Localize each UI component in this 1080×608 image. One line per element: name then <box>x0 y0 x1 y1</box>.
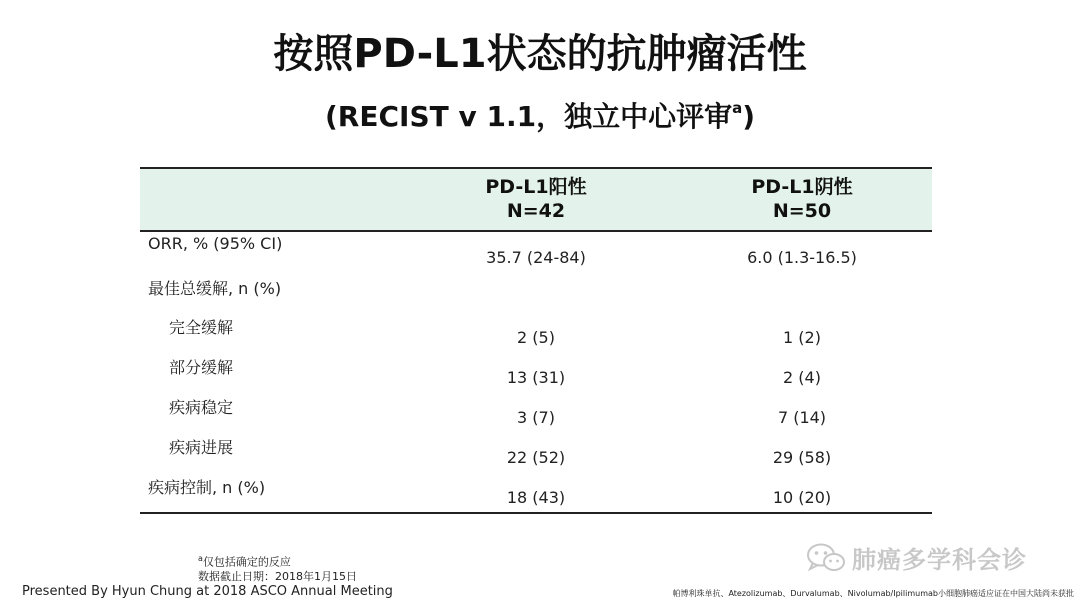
row-orr-positive: 35.7 (24-84) <box>486 248 586 267</box>
row-label-dcr: 疾病控制, n (%) <box>148 478 266 497</box>
row-label-cr: 完全缓解 <box>169 318 234 337</box>
slide-title: 按照PD-L1状态的抗肿瘤活性 <box>273 31 807 77</box>
row-pd-positive: 22 (52) <box>506 448 566 467</box>
row-cr-negative: 1 (2) <box>783 328 821 347</box>
footnote <box>198 552 357 584</box>
wechat-icon <box>806 542 846 574</box>
subtitle-main: (RECIST v 1.1，独立中心评审 <box>325 100 733 133</box>
watermark <box>806 540 1027 575</box>
row-sd-negative: 7 (14) <box>777 408 827 427</box>
row-dcr-positive: 18 (43) <box>506 488 566 507</box>
row-label-best-response: 最佳总缓解, n (%) <box>148 279 282 298</box>
footnote-line-2: 数据截止日期：2018年1月15日 <box>198 569 357 583</box>
footnote-line-1 <box>198 552 357 570</box>
subtitle-close: ) <box>742 100 755 133</box>
row-label-pd: 疾病进展 <box>169 438 234 457</box>
header-negative-label: PD-L1阴性 <box>751 176 853 198</box>
row-orr-negative: 6.0 (1.3-16.5) <box>747 248 857 267</box>
header-pdl1-positive <box>436 175 636 223</box>
row-pr-positive: 13 (31) <box>506 368 566 387</box>
row-pr-negative: 2 (4) <box>783 368 821 387</box>
approval-disclaimer: 帕博利珠单抗、Atezolizumab、Durvalumab、Nivolumab/Ipilimumab小细胞肺癌适应证在中国大陆尚未获批 <box>672 589 1074 598</box>
row-label-pr: 部分缓解 <box>169 358 234 377</box>
row-pd-negative: 29 (58) <box>772 448 832 467</box>
row-label-sd: 疾病稳定 <box>169 398 234 417</box>
header-negative-n: N=50 <box>772 200 832 222</box>
presenter-credit: Presented By Hyun Chung at 2018 ASCO Annual Meeting <box>22 584 393 599</box>
slide-subtitle <box>0 95 1080 135</box>
subtitle-footnote-marker: a <box>732 98 743 117</box>
header-positive-label: PD-L1阳性 <box>485 176 587 198</box>
row-label-orr: ORR, % (95% CI) <box>148 234 283 253</box>
footnote-marker: a <box>198 554 203 563</box>
row-sd-positive: 3 (7) <box>517 408 555 427</box>
header-pdl1-negative <box>702 175 902 223</box>
table-header <box>140 169 932 232</box>
watermark-text: 肺癌多学科会诊 <box>852 546 1027 574</box>
footnote-text: 仅包括确定的反应 <box>202 555 291 569</box>
row-dcr-negative: 10 (20) <box>772 488 832 507</box>
row-cr-positive: 2 (5) <box>517 328 555 347</box>
header-positive-n: N=42 <box>506 200 566 222</box>
results-table <box>140 167 932 514</box>
